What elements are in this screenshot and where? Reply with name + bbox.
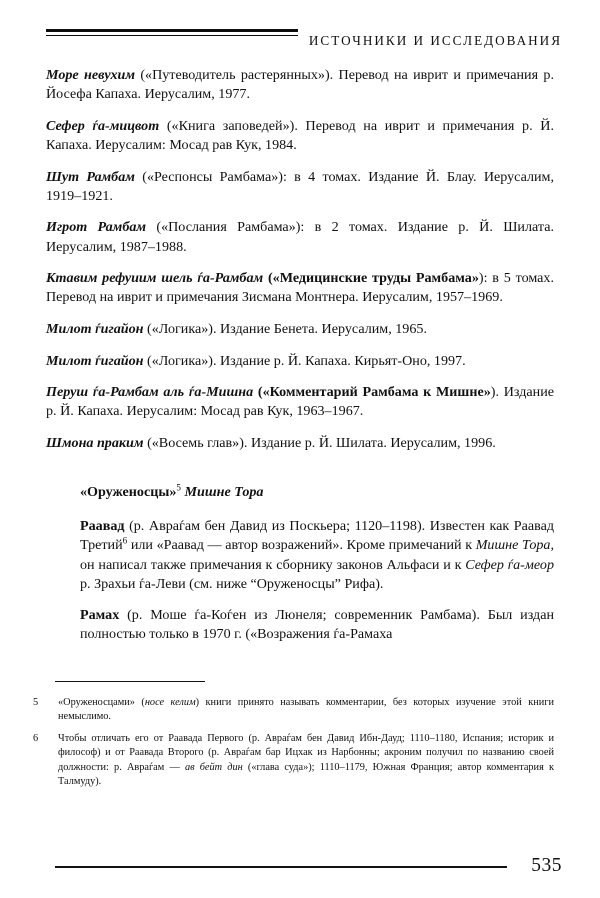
entry-detail: («Респонсы Рамбама»): в 4 томах. Издание Й. Блау. Иерусалим, 1919–1921. xyxy=(46,168,554,204)
footnote-term-italic: носе келим xyxy=(144,697,196,708)
footnote-marker-5[interactable]: 5 xyxy=(176,482,181,493)
page-number: 535 xyxy=(531,855,562,876)
footnote-text-part: Чтобы отличать его от Раавада Первого (р. Авраѓам бен Давид Ибн-Дауд; 1110–1180, Испания; историк и философ) и от Раавада Второго (р. Авраѓам бар Ицхак из Нарбонны; акроним получил по названию своей должности: р. Авраѓам — xyxy=(58,732,554,773)
bibliography-entry xyxy=(46,66,554,104)
folio-rule xyxy=(55,866,507,868)
entry-title: Сефер ѓа-мицвот xyxy=(46,117,160,134)
entry-detail: («Послания Рамбама»): в 2 томах. Издание р. Й. Шилата. Иерусалим, 1987–1988. xyxy=(46,219,554,255)
entry-title-wrap: не» xyxy=(469,384,491,401)
footnote-text-part: ) книги принято называть комментарии, без которых изучение этой книги немыслимо. xyxy=(58,697,554,723)
running-head xyxy=(46,22,562,50)
bibliography-list xyxy=(46,66,554,453)
bibliography-entry xyxy=(46,218,554,256)
footnote-text xyxy=(58,732,554,790)
entry-title: Шмона праким xyxy=(46,434,144,451)
entry-title: Шут Рамбам xyxy=(46,168,135,185)
entry-detail: («Путеводитель растерянных»). Перевод на иврит и примечания р. Йосефа Капаха. Иерусалим, 1977. xyxy=(46,67,554,103)
paragraph-text: р. Зрахьи ѓа-Леви (см. ниже “Оруженосцы” Рифа). xyxy=(80,575,384,592)
entry-detail: («Книга заповедей»). Перевод на иврит и примечания р. Й. Капаха. Иерусалим: Мосад рав Кук, 1984. xyxy=(46,117,554,153)
entry-detail: («Восемь глав»). Издание р. Й. Шилата. Иерусалим, 1996. xyxy=(143,434,496,451)
subsection xyxy=(80,483,554,645)
footnote-text xyxy=(58,696,554,725)
work-title-mishne-tora: Мишне Тора xyxy=(475,537,551,554)
subsection-heading-bold: «Оруженосцы» xyxy=(80,484,177,500)
bibliography-entry xyxy=(46,117,554,155)
entry-title-continued: («Комментарий Рамбама к Миш xyxy=(253,384,470,401)
bibliography-entry xyxy=(46,320,554,339)
running-head-rule-thin xyxy=(46,35,298,36)
subsection-heading-italic: Мишне Тора xyxy=(181,484,264,500)
entry-title-wrap: бама» xyxy=(441,270,479,287)
entry-detail: («Логика»). Издание р. Й. Капаха. Кирьят-Оно, 1997. xyxy=(143,352,466,369)
footnote-text-part: («глава суда»); 1110–1179, Южная Франция; автор комментария к Талмуду). xyxy=(58,761,554,788)
footnote-list xyxy=(33,696,554,789)
entry-title: Ктавим рефуиим шель ѓа-Рамбам xyxy=(46,270,264,287)
entry-detail: («Логика»). Издание Бенета. Иерусалим, 1965. xyxy=(143,320,427,337)
bibliography-entry xyxy=(46,352,554,371)
running-head-rule-thick xyxy=(46,29,298,32)
paragraph-ramah xyxy=(80,606,554,645)
paragraph-raavad xyxy=(80,517,554,594)
running-head-title: ИСТОЧНИКИ И ИССЛЕДОВАНИЯ xyxy=(308,33,562,48)
paragraph-text: , он написал также примечания к сборнику законов Альфаси и к xyxy=(80,537,554,573)
paragraph-text: (р. Моше ѓа-Коѓен из Люнеля; современник Рамбама). Был издан полностью только в 1970 г. («Возражения ѓа-Рамаха xyxy=(80,607,554,643)
footnote-text-part: «Оруженосцами» ( xyxy=(58,697,145,708)
footnote-item xyxy=(33,696,554,725)
bibliography-entry xyxy=(46,383,554,421)
entry-title: Игрот Рамбам xyxy=(46,219,147,236)
bibliography-entry xyxy=(46,168,554,206)
bibliography-entry xyxy=(46,269,554,307)
paragraph-text: или «Раавад — автор возражений». Кроме примечаний к xyxy=(127,537,476,554)
footnote-term-italic: ав бейт дин xyxy=(184,761,243,773)
entry-title: Милот ѓигайон xyxy=(46,320,144,337)
footnote-number: 5 xyxy=(33,697,39,708)
footnote-separator-rule xyxy=(55,681,205,682)
entry-title: Море невухим xyxy=(46,67,135,83)
subsection-heading xyxy=(80,483,554,502)
footnote-item xyxy=(33,732,554,790)
paragraph-text: (р. Авраѓам бен Давид из Поскьера; 1120–1198). Известен как Раавад Третий xyxy=(80,518,554,554)
entry-title: Милот ѓигайон xyxy=(46,352,144,369)
entry-title: Перуш ѓа-Рамбам аль ѓа-Мишна xyxy=(46,384,254,401)
paragraph-lead-term: Раавад xyxy=(80,518,125,534)
footnote-number: 6 xyxy=(33,732,39,744)
entry-title-continued: («Медицинские труды Рам xyxy=(263,270,442,287)
paragraph-lead-term: Рамах xyxy=(80,607,120,624)
bibliography-entry xyxy=(46,434,554,453)
work-title-sefer-ha-meor: Сефер ѓа-меор xyxy=(465,556,554,573)
entry-detail: ): в 5 томах. Перевод на иврит и примечания Зисмана Монтнера. Иерусалим, 1957–1969. xyxy=(46,270,555,306)
entry-detail: ). Издание р. Й. Капаха. Иерусалим: Мосад рав Кук, 1963–1967. xyxy=(46,384,554,420)
footnote-marker-6[interactable]: 6 xyxy=(122,535,128,546)
